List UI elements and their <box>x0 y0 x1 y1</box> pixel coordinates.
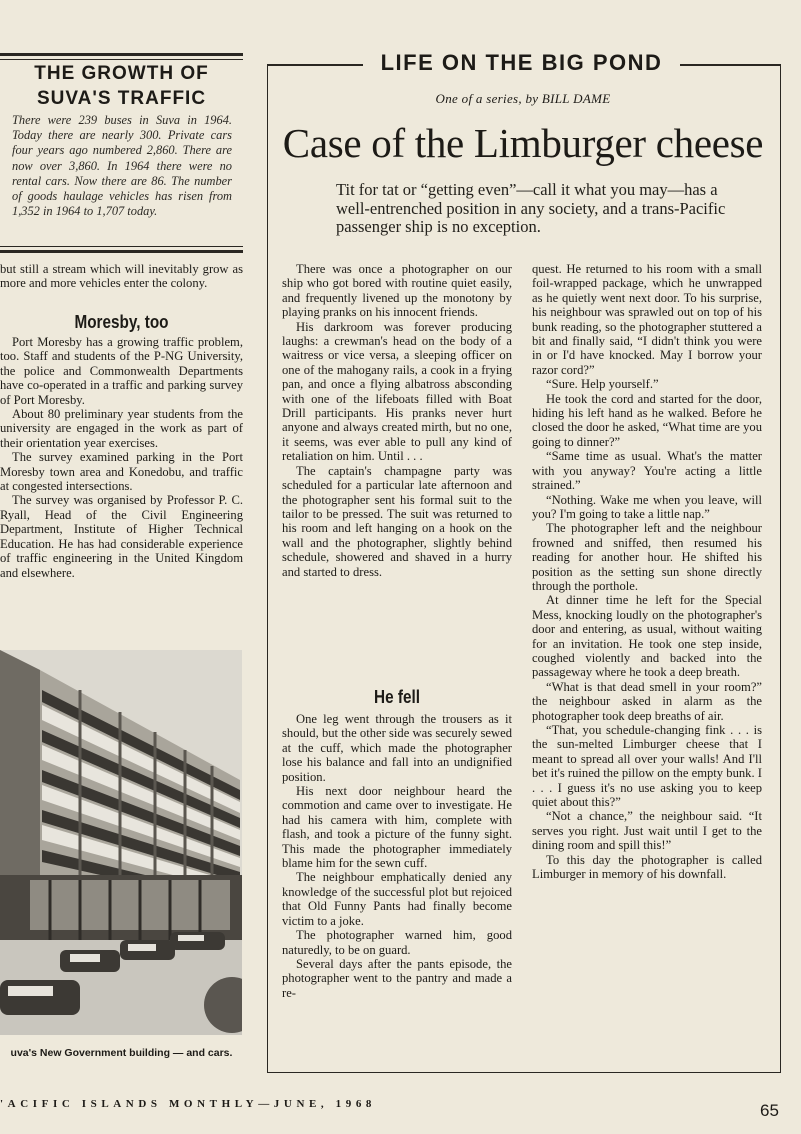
headline: Case of the Limburger cheese <box>282 120 764 166</box>
frame-top-rule-left <box>267 64 363 66</box>
lead-in-text: but still a stream which will inevitably grow as more and more vehicles enter the colony. <box>0 262 243 291</box>
sidebar-top-rule <box>0 53 243 56</box>
sidebar-body <box>0 335 243 580</box>
article-subhead: He fell <box>374 687 420 707</box>
article-paragraph: One leg went through the trousers as it should, but the other side was securely sewed at the cuff, which made the photographer lose his balance and fall into an undignified position. <box>282 712 512 784</box>
article-paragraph: The photographer left and the neighbour frowned and sniffed, then resumed his reading for another hour. He shifted his position as the setting sun shone directly through the porthole. <box>532 521 762 593</box>
sidebar-title-line2: SUVA'S TRAFFIC <box>36 88 207 109</box>
article-paragraph: “Sure. Help yourself.” <box>546 377 659 392</box>
article-paragraph: “Same time as usual. What's the matter with you anyway? You're acting a little strained.” <box>532 449 762 493</box>
article-paragraph: There was once a photographer on our ship who got bored with routine quiet easily, and frequently livened up the monotony by playing pranks on his innocent friends. <box>282 262 512 320</box>
deck: Tit for tat or “getting even”—call it what you may—has a well-entrenched position in any society, and a trans-Pacific passenger ship is no exception. <box>336 180 726 236</box>
sidebar-subhead: Moresby, too <box>74 312 169 332</box>
series-title: LIFE ON THE BIG POND <box>380 50 663 75</box>
photo-caption: uva's New Government building — and cars. <box>10 1047 233 1059</box>
article-paragraph: The captain's champagne party was scheduled for a particular late afternoon and the photographer sent his formal suit to the tailor to be pressed. The suit was returned to his room and left hanging on a hook on the wall and the photographer, slightly behind schedule, showered and shaved in a hurry and started to dress. <box>282 463 512 579</box>
sidebar-paragraph: The survey was organised by Professor P. C. Ryall, Head of the Civil Engineering Department, Institute of Higher Technical Education. He has had considerable experience of traffic engineering in the United Kingdom and elsewhere. <box>0 493 243 580</box>
sidebar-lead-in <box>0 262 243 291</box>
article-paragraph: “Not a chance,” the neighbour said. “It serves you right. Just wait until I get to the dining room and spill this!” <box>532 809 762 853</box>
sidebar-bottom-rule-thin <box>0 246 243 247</box>
page-number: 65 <box>760 1101 779 1120</box>
article-paragraph: His darkroom was forever producing laughs: a crewman's head on the body of a waitress or vice versa, a sleeping officer on one of the mahogany rails, a cook in a frying pan, and once a flying albatross absconding with one of the lifeboats filled with Boat Drill participants. His pranks never hurt anyone and always created mirth, but no one, it seems, was ever able to pull any kind of retaliation on him. Until . . . <box>282 319 512 464</box>
article-paragraph: The neighbour emphatically denied any knowledge of the successful plot but rejoiced that Old Funny Pants had finally become victim to a joke. <box>282 870 512 928</box>
sidebar-top-rule-thin <box>0 59 243 60</box>
article-paragraph: Several days after the pants episode, the photographer went to the pantry and made a re- <box>282 956 512 1000</box>
sidebar-bottom-rule <box>0 250 243 253</box>
article-paragraph: quest. He returned to his room with a small foil-wrapped package, which he unwrapped as he quietly went next door. To his surprise, his neighbour was sprawled out on top of his bunk reading, so the photographer stuttered a bit and finally said, “I didn't think you were in or I'd have knocked. May I borrow your razor cord?” <box>532 262 762 377</box>
sidebar-paragraph: The survey examined parking in the Port Moresby town area and Konedobu, and traffic at congested intersections. <box>0 450 243 494</box>
article-paragraph: “What is that dead smell in your room?” the neighbour asked in alarm as the photographer took deep breaths of air. <box>532 679 762 723</box>
government-building-photo <box>0 650 242 1035</box>
running-footer: 'ACIFIC ISLANDS MONTHLY—JUNE, 1968 <box>0 1098 377 1110</box>
sidebar-paragraph: About 80 preliminary year students from the university are engaged in the work as part of their orientation year exercises. <box>0 407 243 450</box>
sidebar-paragraph: Port Moresby has a growing traffic problem, too. Staff and students of the P-NG University, the police and Commonwealth Departments have co-operated in a traffic and parking survey of Port Moresby. <box>0 335 243 407</box>
building-illustration <box>0 650 242 1035</box>
article-paragraph: To this day the photographer is called Limburger in memory of his downfall. <box>532 852 762 882</box>
frame-top-rule-right <box>680 64 780 66</box>
article-column-1-continued <box>282 712 512 1000</box>
byline: One of a series, by BILL DAME <box>435 91 611 106</box>
article-paragraph: The photographer warned him, good naturedly, to be on guard. <box>282 928 512 957</box>
sidebar-column <box>0 0 245 1075</box>
article-column-2 <box>532 262 762 881</box>
sidebar-title-line1: THE GROWTH OF <box>34 63 209 84</box>
article-paragraph: He took the cord and started for the door, hiding his left hand as he walked. Before he closed the door he asked, “What time are you going to dinner?” <box>532 391 762 449</box>
article-paragraph: His next door neighbour heard the commotion and came over to investigate. He had his camera with him, complete with flash, and took a picture of the funny sight. This made the photographer immediately blame him for the sewn cuff. <box>282 784 512 871</box>
article-paragraph: At dinner time he left for the Special Mess, knocking loudly on the photographer's door and entering, as usual, without waiting for an invitation. He took one step inside, coughed violently and backed into the passageway where he took a deep breath. <box>532 593 762 680</box>
article-paragraph: “That, you schedule-changing fink . . . is the sun-melted Limburger cheese that I meant to spread all over your walls! And I'll bet it's ruined the pillow on the empty bunk. I . . . I guess it's no use asking you to keep quiet about this?” <box>532 723 762 810</box>
sidebar-summary: There were 239 buses in Suva in 1964. Today there are nearly 300. Private cars four years ago numbered 2,860. There are now over 3,860. In 1964 there were no rental cars. Now there are 86. The number of goods haulage vehicles has risen from 1,352 in 1964 to 1,707 today. <box>12 113 232 219</box>
article-column-1 <box>282 262 512 579</box>
article-paragraph: “Nothing. Wake me when you leave, will you? I'm going to take a little nap.” <box>532 492 762 521</box>
